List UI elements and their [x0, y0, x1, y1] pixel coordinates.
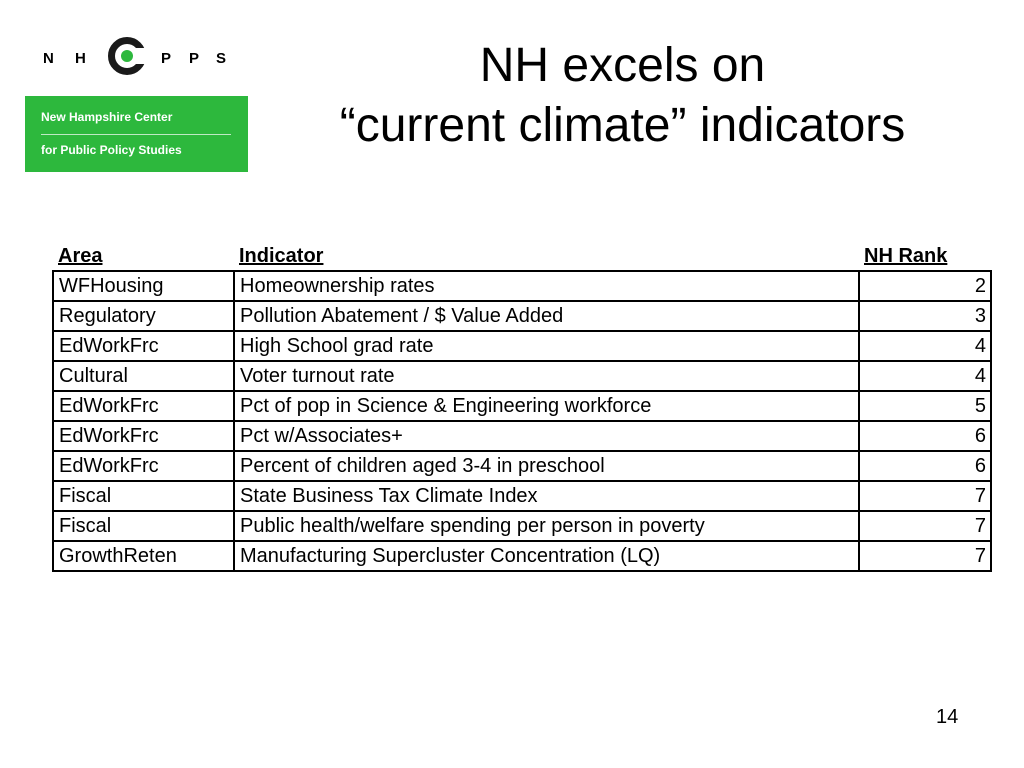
cell-rank: 4 [859, 331, 991, 361]
cell-rank: 7 [859, 541, 991, 571]
table-header-row [53, 240, 991, 271]
cell-indicator: Voter turnout rate [234, 361, 859, 391]
cell-rank: 6 [859, 421, 991, 451]
cell-indicator: Percent of children aged 3-4 in preschool [234, 451, 859, 481]
cell-area: EdWorkFrc [53, 421, 234, 451]
cell-indicator: Pct w/Associates+ [234, 421, 859, 451]
cell-rank: 7 [859, 511, 991, 541]
slide-number: 14 [936, 706, 959, 728]
logo-c-gap [135, 48, 147, 64]
cell-area: Fiscal [53, 511, 234, 541]
logo-letter-p1: P [161, 50, 172, 67]
logo-letter-n: N [43, 50, 54, 67]
logo-letter-s: S [216, 50, 227, 67]
cell-area: EdWorkFrc [53, 391, 234, 421]
logo-divider [41, 134, 231, 135]
cell-indicator: Homeownership rates [234, 271, 859, 301]
cell-indicator: Manufacturing Supercluster Concentration (LQ) [234, 541, 859, 571]
slide-title-line2: “current climate” indicators [339, 99, 906, 152]
logo-name-line1: New Hampshire Center [41, 110, 173, 124]
header-nh-rank: NH Rank [864, 245, 948, 267]
header-indicator: Indicator [239, 245, 324, 267]
table-row [53, 451, 991, 481]
cell-rank: 7 [859, 481, 991, 511]
cell-area: EdWorkFrc [53, 451, 234, 481]
logo-letters-panel [25, 18, 248, 96]
table-row [53, 481, 991, 511]
slide-title [270, 36, 975, 156]
slide-title-line1: NH excels on [479, 39, 766, 92]
cell-indicator: High School grad rate [234, 331, 859, 361]
table-body [53, 271, 991, 571]
cell-area: Regulatory [53, 301, 234, 331]
cell-rank: 6 [859, 451, 991, 481]
table-row [53, 421, 991, 451]
table-row [53, 271, 991, 301]
table-row [53, 541, 991, 571]
indicator-table-container [52, 240, 990, 572]
logo-letter-h: H [75, 50, 86, 67]
cell-indicator: Public health/welfare spending per person in poverty [234, 511, 859, 541]
cell-indicator: Pct of pop in Science & Engineering workforce [234, 391, 859, 421]
cell-rank: 2 [859, 271, 991, 301]
table-row [53, 511, 991, 541]
cell-area: WFHousing [53, 271, 234, 301]
cell-rank: 5 [859, 391, 991, 421]
table-row [53, 331, 991, 361]
indicator-table [52, 240, 992, 572]
header-area: Area [58, 245, 103, 267]
cell-area: EdWorkFrc [53, 331, 234, 361]
cell-area: GrowthReten [53, 541, 234, 571]
cell-rank: 3 [859, 301, 991, 331]
cell-indicator: State Business Tax Climate Index [234, 481, 859, 511]
cell-indicator: Pollution Abatement / $ Value Added [234, 301, 859, 331]
logo-name-line2: for Public Policy Studies [41, 143, 182, 157]
cell-rank: 4 [859, 361, 991, 391]
cell-area: Fiscal [53, 481, 234, 511]
cell-area: Cultural [53, 361, 234, 391]
logo-letter-p2: P [189, 50, 200, 67]
logo-green-panel [25, 96, 248, 172]
table-row [53, 391, 991, 421]
nhcpps-logo [25, 18, 248, 172]
table-row [53, 361, 991, 391]
table-row [53, 301, 991, 331]
